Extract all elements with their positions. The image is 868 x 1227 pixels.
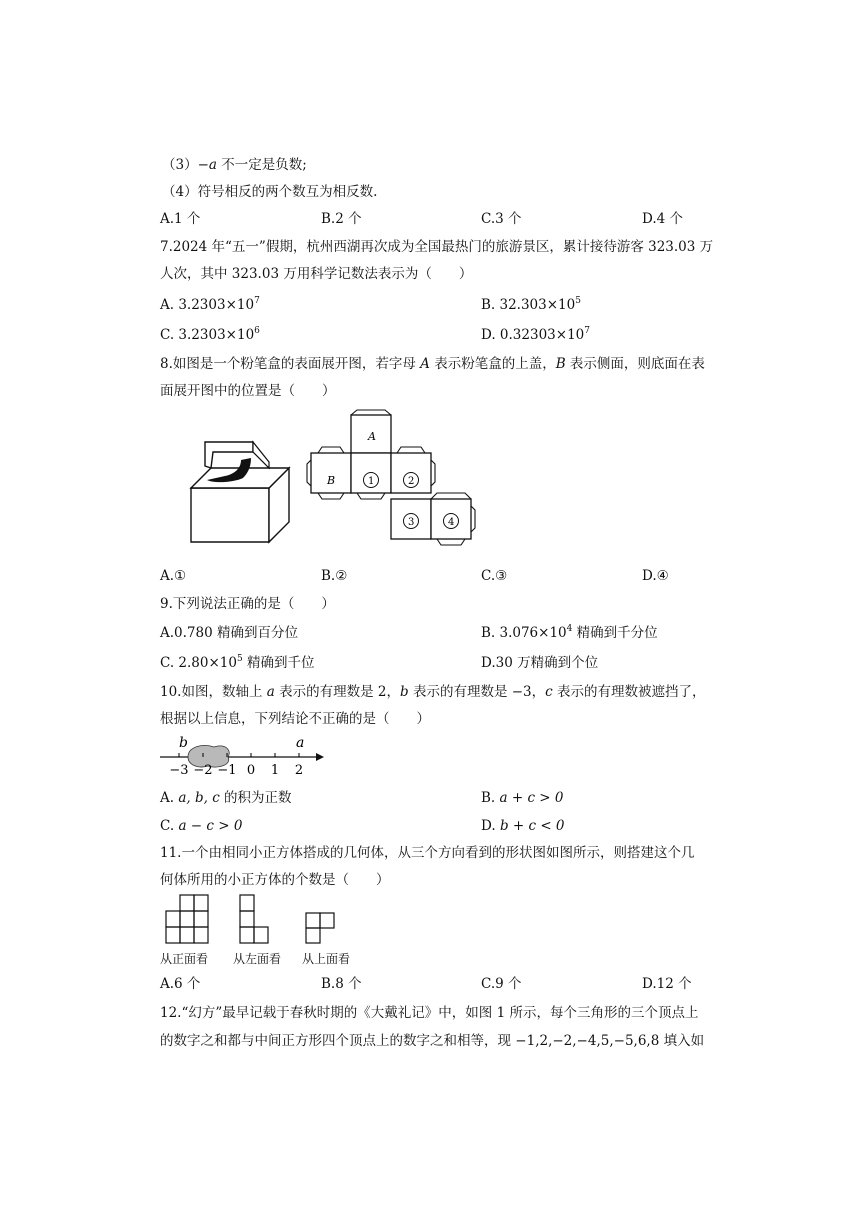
statement-4: （4）符号相反的两个数互为相反数. bbox=[162, 184, 378, 200]
variable-a: a bbox=[266, 684, 275, 700]
face-label-4: 4 bbox=[448, 517, 455, 528]
q10-option-b[interactable] bbox=[481, 789, 564, 807]
axis-label-a: a bbox=[296, 735, 305, 751]
variable-c: c bbox=[545, 684, 553, 700]
minus-sign: − bbox=[197, 157, 209, 173]
option-letter: B. bbox=[481, 790, 500, 806]
q6-option-c[interactable]: C.3 个 bbox=[481, 211, 522, 227]
q8-option-d[interactable]: D.④ bbox=[642, 568, 669, 584]
face-label-1: 1 bbox=[368, 476, 375, 487]
caption-front-view: 从正面看 bbox=[160, 952, 209, 966]
stem-text: 表示的有理数是 2， bbox=[274, 684, 400, 700]
exponent: 5 bbox=[236, 654, 243, 664]
tick-label: 1 bbox=[270, 763, 280, 778]
tick-label: −1 bbox=[217, 763, 237, 778]
stem-text: 表示粉笔盒的上盖， bbox=[429, 356, 556, 372]
q6-option-d[interactable]: D.4 个 bbox=[642, 211, 684, 227]
chalk-box-figure bbox=[185, 438, 305, 558]
stem-text: 表示的有理数是 −3， bbox=[408, 684, 546, 700]
option-text: C. 3.2303×10 bbox=[160, 327, 255, 343]
q10-option-a[interactable] bbox=[160, 789, 292, 807]
exponent: 4 bbox=[566, 624, 573, 634]
caption-top-view: 从上面看 bbox=[302, 952, 351, 966]
exponent: 5 bbox=[575, 296, 581, 306]
tick-label: 0 bbox=[246, 763, 256, 778]
option-text: B. 32.303×10 bbox=[481, 297, 576, 313]
box-net-figure bbox=[310, 410, 510, 560]
q11-option-a[interactable]: A.6 个 bbox=[160, 976, 201, 992]
option-text: 的积为正数 bbox=[219, 790, 292, 806]
face-label-3: 3 bbox=[408, 517, 415, 528]
q7-option-b[interactable] bbox=[481, 296, 581, 314]
number-line-figure bbox=[158, 735, 328, 779]
q9-option-d[interactable]: D.30 万精确到个位 bbox=[481, 655, 599, 671]
option-text: D. 0.32303×10 bbox=[481, 327, 585, 343]
q12-stem-line1: 12.“幻方”最早记载于春秋时期的《大戴礼记》中，如图 1 所示，每个三角形的三个顶点上 bbox=[160, 1005, 699, 1021]
axis-label-b: b bbox=[179, 735, 188, 751]
q12-stem-line2: 的数字之和都与中间正方形四个顶点上的数字之和相等，现 −1,2,−2,−4,5,−5,6,8 填入如 bbox=[160, 1033, 705, 1049]
option-text: 精确到千位 bbox=[242, 655, 315, 671]
exponent: 7 bbox=[254, 296, 260, 306]
q9-stem: 9.下列说法正确的是（ ） bbox=[160, 596, 335, 612]
q10-stem-line1 bbox=[160, 683, 706, 701]
q7-option-a[interactable] bbox=[160, 296, 260, 314]
q10-option-d[interactable] bbox=[481, 817, 565, 835]
face-label-a: A bbox=[368, 430, 376, 443]
q11-stem-line1: 11.一个由相同小正方体搭成的几何体，从三个方向看到的形状图如图所示，则搭建这个几 bbox=[160, 845, 695, 861]
q6-option-b[interactable]: B.2 个 bbox=[321, 211, 362, 227]
caption-left-view: 从左面看 bbox=[233, 952, 282, 966]
stem-text: 8.如图是一个粉笔盒的表面展开图，若字母 bbox=[160, 356, 421, 372]
q10-option-c[interactable] bbox=[160, 817, 242, 835]
q7-stem-line2: 人次，其中 323.03 万用科学记数法表示为（ ） bbox=[160, 266, 473, 282]
variable-a: a bbox=[208, 157, 217, 173]
stem-text: 表示的有理数被遮挡了， bbox=[552, 684, 706, 700]
tick-labels bbox=[169, 763, 303, 778]
q8-stem-line1 bbox=[160, 355, 705, 373]
q10-stem-line2: 根据以上信息，下列结论不正确的是（ ） bbox=[160, 711, 430, 727]
q8-option-c[interactable]: C.③ bbox=[481, 568, 508, 584]
option-math: a + c > 0 bbox=[499, 790, 564, 806]
option-letter: D. bbox=[481, 818, 500, 834]
statement-number: （3） bbox=[162, 157, 198, 173]
q7-option-d[interactable] bbox=[481, 326, 590, 344]
tick-label: −2 bbox=[193, 763, 213, 778]
option-math: a − c > 0 bbox=[178, 818, 243, 834]
q9-option-c[interactable] bbox=[160, 654, 315, 672]
stem-text: 表示侧面，则底面在表 bbox=[565, 356, 705, 372]
statement-3 bbox=[162, 156, 307, 174]
option-letter: C. bbox=[160, 818, 179, 834]
q11-option-c[interactable]: C.9 个 bbox=[481, 976, 522, 992]
front-view-shape bbox=[166, 895, 208, 943]
letter-b: B bbox=[555, 356, 566, 372]
letter-a: A bbox=[420, 356, 430, 372]
option-text: 精确到千分位 bbox=[572, 625, 658, 641]
exponent: 6 bbox=[254, 326, 260, 336]
q8-option-a[interactable]: A.① bbox=[160, 568, 187, 584]
left-view-shape bbox=[240, 895, 268, 943]
option-math: b + c < 0 bbox=[499, 818, 565, 834]
face-label-b: B bbox=[327, 474, 336, 487]
stem-text: 10.如图，数轴上 bbox=[160, 684, 267, 700]
face-label-2: 2 bbox=[408, 476, 415, 487]
q8-option-b[interactable]: B.② bbox=[321, 568, 348, 584]
variable-b: b bbox=[400, 684, 409, 700]
q9-option-b[interactable] bbox=[481, 624, 658, 642]
option-text: B. 3.076×10 bbox=[481, 625, 567, 641]
q9-option-a[interactable]: A.0.780 精确到百分位 bbox=[160, 625, 298, 641]
tick-label: 2 bbox=[294, 763, 304, 778]
q11-stem-line2: 何体所用的小正方体的个数是（ ） bbox=[160, 872, 390, 888]
top-view-shape bbox=[306, 913, 334, 943]
q7-option-c[interactable] bbox=[160, 326, 260, 344]
option-math: a, b, c bbox=[178, 790, 220, 806]
q7-stem-line1: 7.2024 年“五一”假期，杭州西湖再次成为全国最热门的旅游景区，累计接待游客 323.03 万 bbox=[160, 239, 714, 255]
q6-option-a[interactable]: A.1 个 bbox=[160, 211, 201, 227]
arrow-icon bbox=[316, 753, 324, 761]
three-views-figure bbox=[160, 893, 380, 953]
statement-text: 不一定是负数; bbox=[216, 157, 307, 173]
tick-label: −3 bbox=[169, 763, 189, 778]
option-letter: A. bbox=[160, 790, 179, 806]
q8-stem-line2: 面展开图中的位置是（ ） bbox=[160, 383, 336, 399]
exponent: 7 bbox=[584, 326, 590, 336]
q11-option-b[interactable]: B.8 个 bbox=[321, 976, 362, 992]
q11-option-d[interactable]: D.12 个 bbox=[642, 976, 692, 992]
option-text: C. 2.80×10 bbox=[160, 655, 237, 671]
option-text: A. 3.2303×10 bbox=[160, 297, 255, 313]
